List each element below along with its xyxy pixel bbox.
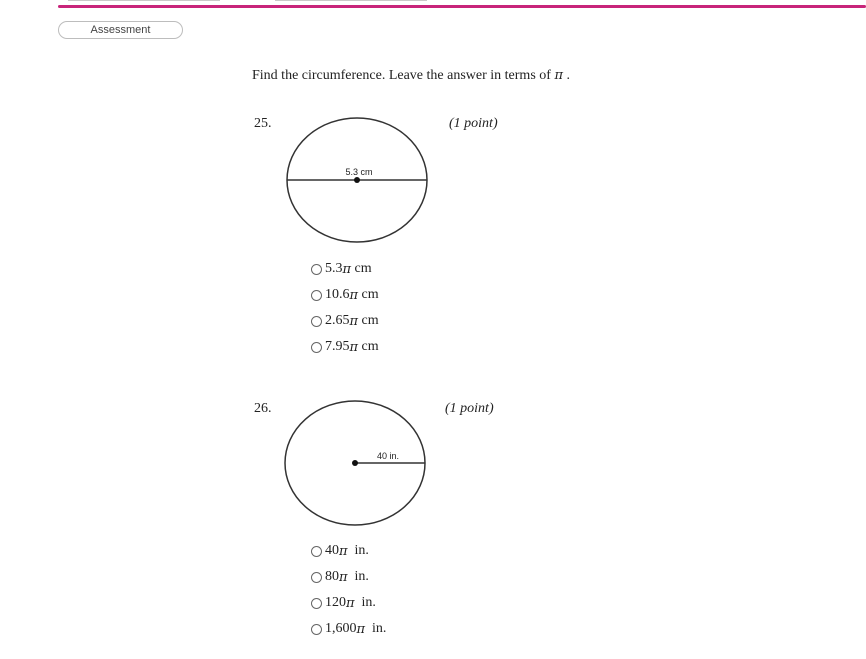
radio-button[interactable] [311, 290, 322, 301]
radio-button[interactable] [311, 546, 322, 557]
pi-symbol: π [349, 287, 359, 303]
choice-value: 7.95 [325, 339, 350, 354]
instruction-text [252, 68, 570, 84]
choice-value: 120 [325, 595, 346, 610]
question-points: (1 point) [445, 401, 494, 416]
question-number: 26. [254, 401, 272, 416]
radio-button[interactable] [311, 624, 322, 635]
pi-symbol: π [339, 543, 348, 559]
radio-button[interactable] [311, 598, 322, 609]
question-points: (1 point) [449, 116, 498, 131]
question-number: 25. [254, 116, 272, 131]
tab-stub-right [275, 0, 427, 1]
answer-choices [311, 538, 386, 642]
pi-symbol: π [349, 339, 359, 355]
choice-unit: cm [358, 287, 379, 302]
pi-symbol: π [349, 313, 359, 329]
figure-label: 40 in. [376, 451, 400, 461]
radio-button[interactable] [311, 572, 322, 583]
choice-unit: in. [365, 621, 387, 636]
choice-value: 2.65 [325, 313, 350, 328]
answer-choice[interactable] [311, 590, 386, 616]
answer-choice[interactable] [311, 308, 379, 334]
radio-button[interactable] [311, 316, 322, 327]
pi-symbol: π [356, 621, 366, 637]
pi-symbol: π [554, 68, 563, 83]
pi-symbol: π [346, 595, 355, 611]
choice-unit: in. [347, 543, 369, 558]
choice-value: 80 [325, 569, 339, 584]
choice-unit: in. [347, 569, 369, 584]
choice-value: 40 [325, 543, 339, 558]
answer-choices [311, 256, 379, 360]
answer-choice[interactable] [311, 616, 386, 642]
figure-label: 5.3 cm [345, 167, 373, 177]
choice-value: 1,600 [325, 621, 357, 636]
answer-choice[interactable] [311, 334, 379, 360]
answer-choice[interactable] [311, 256, 379, 282]
circle-figure-radius [282, 397, 430, 529]
choice-value: 5.3 [325, 261, 343, 276]
assessment-tab[interactable]: Assessment [58, 21, 183, 39]
pi-symbol: π [342, 261, 352, 277]
answer-choice[interactable] [311, 538, 386, 564]
choice-unit: cm [351, 261, 372, 276]
choice-unit: cm [358, 313, 379, 328]
choice-unit: cm [358, 339, 379, 354]
choice-unit: in. [354, 595, 376, 610]
choice-value: 10.6 [325, 287, 350, 302]
center-dot [354, 177, 360, 183]
answer-choice[interactable] [311, 564, 386, 590]
radio-button[interactable] [311, 342, 322, 353]
header-accent-bar [58, 5, 866, 8]
tab-stub-left [68, 0, 220, 1]
answer-choice[interactable] [311, 282, 379, 308]
center-dot [352, 460, 358, 466]
radio-button[interactable] [311, 264, 322, 275]
instruction-tail: . [562, 68, 570, 83]
circle-figure-diameter [284, 114, 432, 246]
instruction-label: Find the circumference. Leave the answer in terms of [252, 68, 555, 83]
pi-symbol: π [339, 569, 348, 585]
